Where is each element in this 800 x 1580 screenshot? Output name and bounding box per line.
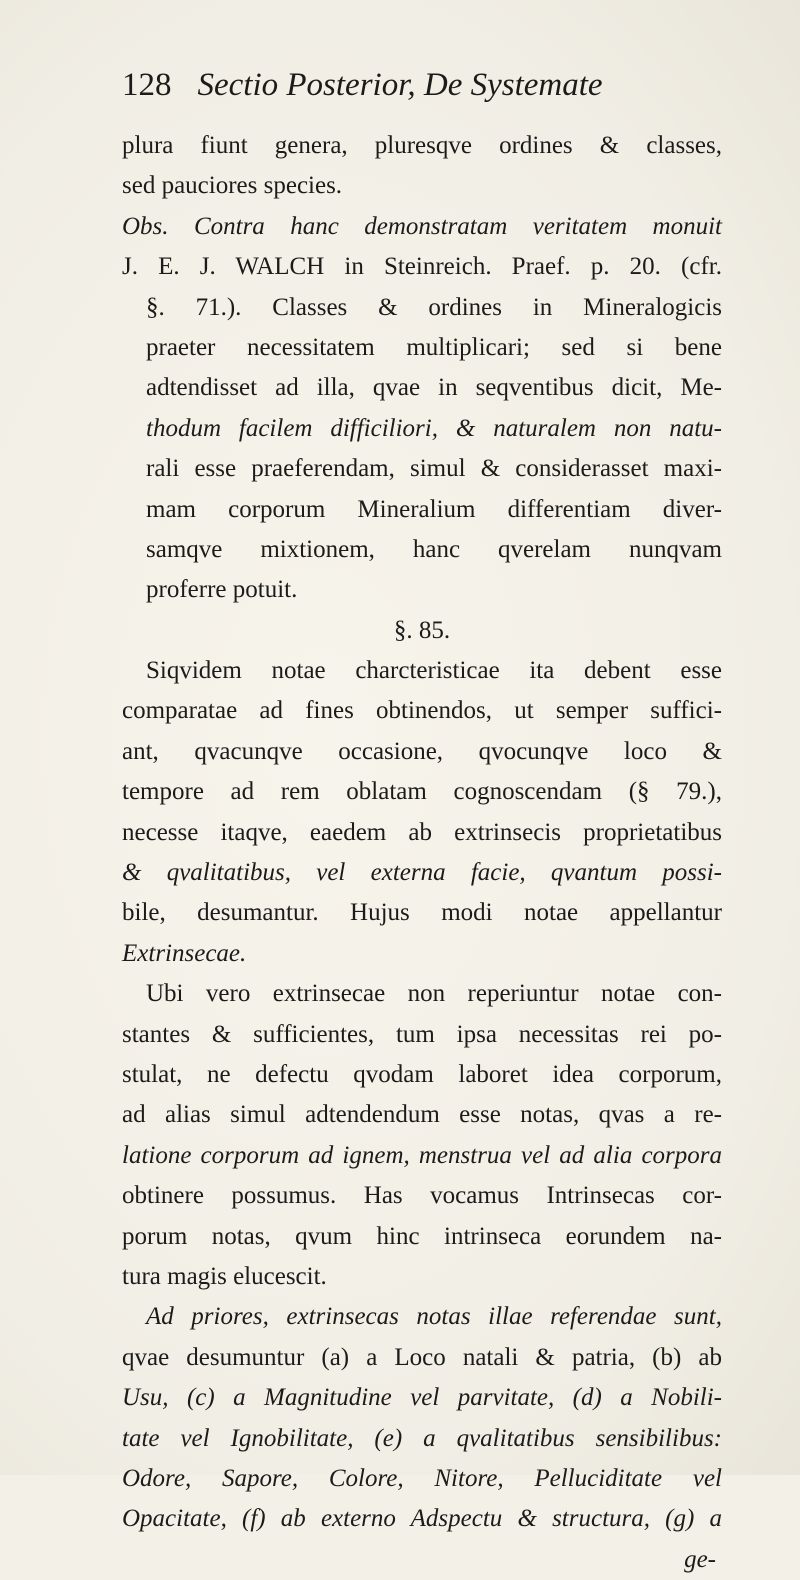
text-line: tura magis elucescit. <box>122 1262 327 1290</box>
text-line: thodum facilem difficiliori, & naturalem non natu- <box>146 414 722 442</box>
text-line: bile, desumantur. Hujus modi notae appellantur <box>122 899 722 927</box>
text-line: J. E. J. WALCH in Steinreich. Praef. p. 20. (cfr. <box>122 253 722 281</box>
text-line: & qvalitatibus, vel externa facie, qvantum possi- <box>122 859 722 887</box>
text-line: Usu, (c) a Magnitudine vel parvitate, (d) a Nobili- <box>122 1384 722 1412</box>
running-header <box>122 62 742 108</box>
running-title: Sectio Posterior, De Systemate <box>197 67 603 103</box>
text-line: ad alias simul adtendendum esse notas, qvas a re- <box>122 1101 722 1129</box>
body-text <box>122 126 722 1580</box>
text-line: qvae desumuntur (a) a Loco natali & patria, (b) ab <box>122 1343 722 1371</box>
text-line: ant, qvacunqve occasione, qvocunqve loco & <box>122 737 722 765</box>
section-heading: §. 85. <box>393 616 451 644</box>
text-line: mam corporum Mineralium differentiam diver- <box>146 495 722 523</box>
text-line: Extrinsecae. <box>122 939 247 967</box>
text-line: Siqvidem notae charcteristicae ita debent esse <box>146 657 722 685</box>
text-line: proferre potuit. <box>146 576 298 604</box>
text-line: latione corporum ad ignem, menstrua vel ad alia corpora <box>122 1141 722 1169</box>
text-line: Ubi vero extrinsecae non reperiuntur notae con- <box>146 980 722 1008</box>
text-line: stulat, ne defectu qvodam laboret idea corporum, <box>122 1060 722 1088</box>
text-line: stantes & sufficientes, tum ipsa necessitas rei po- <box>122 1020 722 1048</box>
text-line: plura fiunt genera, pluresqve ordines & classes, <box>122 132 722 159</box>
catchword: ge- <box>684 1545 716 1573</box>
text-line: samqve mixtionem, hanc qverelam nunqvam <box>146 535 722 563</box>
text-line: praeter necessitatem multiplicari; sed si bene <box>146 333 722 361</box>
text-line: tate vel Ignobilitate, (e) a qvalitatibus sensibilibus: <box>122 1424 722 1452</box>
text-line: §. 71.). Classes & ordines in Mineralogicis <box>146 293 722 321</box>
text-line: tempore ad rem oblatam cognoscendam (§ 79.), <box>122 778 722 806</box>
text-line: comparatae ad fines obtinendos, ut semper suffici- <box>122 697 722 725</box>
text-line: rali esse praeferendam, simul & considerasset maxi- <box>146 455 722 483</box>
text-line: adtendisset ad illa, qvae in seqventibus dicit, Me- <box>146 374 722 402</box>
page-number: 128 <box>122 67 172 103</box>
text-line: Opacitate, (f) ab externo Adspectu & structura, (g) a <box>122 1505 722 1533</box>
text-line: Ad priores, extrinsecas notas illae referendae sunt, <box>146 1303 722 1331</box>
text-line: porum notas, qvum hinc intrinseca eorundem na- <box>122 1222 722 1250</box>
text-line: sed pauciores species. <box>122 172 343 200</box>
text-line: Odore, Sapore, Colore, Nitore, Pelluciditate vel <box>122 1464 722 1492</box>
text-line: Obs. Contra hanc demonstratam veritatem monuit <box>122 212 722 240</box>
text-line: obtinere possumus. Has vocamus Intrinsecas cor- <box>122 1182 722 1210</box>
text-line: necesse itaqve, eaedem ab extrinsecis proprietatibus <box>122 818 722 846</box>
